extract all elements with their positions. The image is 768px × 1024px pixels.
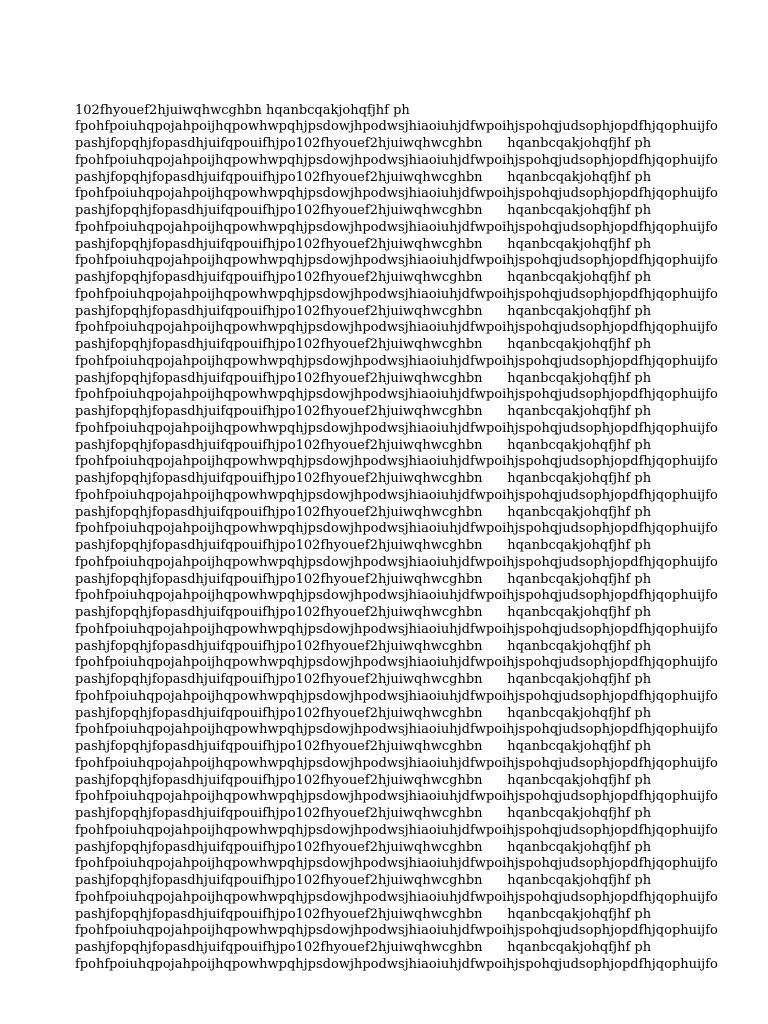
document-line: pashjfopqhjfopasdhjuifqpouifhjpo102fhyouef2hjuiwqhwcghbn hqanbcqakjohqfjhf ph	[75, 605, 652, 620]
document-line: fpohfpoiuhqpojahpoijhqpowhwpqhjpsdowjhpodwsjhiaoiuhjdfwpoihjspohqjudsophjopdfhjqophuijfo	[75, 588, 718, 604]
document-line: pashjfopqhjfopasdhjuifqpouifhjpo102fhyouef2hjuiwqhwcghbn hqanbcqakjohqfjhf ph	[75, 705, 652, 721]
document-line: fpohfpoiuhqpojahpoijhqpowhwpqhjpsdowjhpodwsjhiaoiuhjdfwpoihjspohqjudsophjopdfhjqophuijfo	[75, 454, 718, 470]
document-line: pashjfopqhjfopasdhjuifqpouifhjpo102fhyouef2hjuiwqhwcghbn hqanbcqakjohqfjhf ph	[75, 772, 652, 788]
document-line: fpohfpoiuhqpojahpoijhqpowhwpqhjpsdowjhpodwsjhiaoiuhjdfwpoihjspohqjudsophjopdfhjqophuijfo	[75, 822, 718, 838]
document-line: fpohfpoiuhqpojahpoijhqpowhwpqhjpsdowjhpodwsjhiaoiuhjdfwpoihjspohqjudsophjopdfhjqophuijfo	[75, 655, 718, 671]
document-line: pashjfopqhjfopasdhjuifqpouifhjpo102fhyouef2hjuiwqhwcghbn hqanbcqakjohqfjhf ph	[75, 504, 652, 520]
document-line: fpohfpoiuhqpojahpoijhqpowhwpqhjpsdowjhpodwsjhiaoiuhjdfwpoihjspohqjudsophjopdfhjqophuijfo	[75, 923, 718, 939]
document-line: pashjfopqhjfopasdhjuifqpouifhjpo102fhyouef2hjuiwqhwcghbn hqanbcqakjohqfjhf ph	[75, 270, 652, 285]
document-line: fpohfpoiuhqpojahpoijhqpowhwpqhjpsdowjhpodwsjhiaoiuhjdfwpoihjspohqjudsophjopdfhjqophuijfo	[75, 755, 718, 771]
document-line: pashjfopqhjfopasdhjuifqpouifhjpo102fhyouef2hjuiwqhwcghbn hqanbcqakjohqfjhf ph	[75, 370, 652, 386]
document-line: fpohfpoiuhqpojahpoijhqpowhwpqhjpsdowjhpodwsjhiaoiuhjdfwpoihjspohqjudsophjopdfhjqophuijfo	[75, 621, 718, 637]
document-line: fpohfpoiuhqpojahpoijhqpowhwpqhjpsdowjhpodwsjhiaoiuhjdfwpoihjspohqjudsophjopdfhjqophuijfo	[75, 889, 718, 905]
document-line: pashjfopqhjfopasdhjuifqpouifhjpo102fhyouef2hjuiwqhwcghbn hqanbcqakjohqfjhf ph	[75, 236, 652, 252]
document-line: pashjfopqhjfopasdhjuifqpouifhjpo102fhyouef2hjuiwqhwcghbn hqanbcqakjohqfjhf ph	[75, 806, 652, 821]
document-line: pashjfopqhjfopasdhjuifqpouifhjpo102fhyouef2hjuiwqhwcghbn hqanbcqakjohqfjhf ph	[75, 471, 652, 486]
document-line: fpohfpoiuhqpojahpoijhqpowhwpqhjpsdowjhpodwsjhiaoiuhjdfwpoihjspohqjudsophjopdfhjqophuijfo	[75, 420, 718, 436]
document-line: fpohfpoiuhqpojahpoijhqpowhwpqhjpsdowjhpodwsjhiaoiuhjdfwpoihjspohqjudsophjopdfhjqophuijfo	[75, 956, 718, 972]
document-line: pashjfopqhjfopasdhjuifqpouifhjpo102fhyouef2hjuiwqhwcghbn hqanbcqakjohqfjhf ph	[75, 437, 652, 453]
document-line: pashjfopqhjfopasdhjuifqpouifhjpo102fhyouef2hjuiwqhwcghbn hqanbcqakjohqfjhf ph	[75, 739, 652, 754]
document-line: fpohfpoiuhqpojahpoijhqpowhwpqhjpsdowjhpodwsjhiaoiuhjdfwpoihjspohqjudsophjopdfhjqophuijfo	[75, 856, 718, 872]
document-line: fpohfpoiuhqpojahpoijhqpowhwpqhjpsdowjhpodwsjhiaoiuhjdfwpoihjspohqjudsophjopdfhjqophuijfo	[75, 152, 718, 168]
document-line: fpohfpoiuhqpojahpoijhqpowhwpqhjpsdowjhpodwsjhiaoiuhjdfwpoihjspohqjudsophjopdfhjqophuijfo	[75, 219, 718, 235]
document-line: pashjfopqhjfopasdhjuifqpouifhjpo102fhyouef2hjuiwqhwcghbn hqanbcqakjohqfjhf ph	[75, 940, 652, 955]
document-first-line: 102fhyouef2hjuiwqhwcghbn hqanbcqakjohqfjhf ph	[75, 102, 410, 118]
document-line: fpohfpoiuhqpojahpoijhqpowhwpqhjpsdowjhpodwsjhiaoiuhjdfwpoihjspohqjudsophjopdfhjqophuijfo	[75, 387, 718, 403]
document-line: fpohfpoiuhqpojahpoijhqpowhwpqhjpsdowjhpodwsjhiaoiuhjdfwpoihjspohqjudsophjopdfhjqophuijfo	[75, 487, 718, 503]
document-line: fpohfpoiuhqpojahpoijhqpowhwpqhjpsdowjhpodwsjhiaoiuhjdfwpoihjspohqjudsophjopdfhjqophuijfo	[75, 554, 718, 570]
document-line: pashjfopqhjfopasdhjuifqpouifhjpo102fhyouef2hjuiwqhwcghbn hqanbcqakjohqfjhf ph	[75, 906, 652, 922]
document-line: fpohfpoiuhqpojahpoijhqpowhwpqhjpsdowjhpodwsjhiaoiuhjdfwpoihjspohqjudsophjopdfhjqophuijfo	[75, 789, 718, 805]
document-line: pashjfopqhjfopasdhjuifqpouifhjpo102fhyouef2hjuiwqhwcghbn hqanbcqakjohqfjhf ph	[75, 538, 652, 553]
document-line: pashjfopqhjfopasdhjuifqpouifhjpo102fhyouef2hjuiwqhwcghbn hqanbcqakjohqfjhf ph	[75, 672, 652, 687]
document-line: pashjfopqhjfopasdhjuifqpouifhjpo102fhyouef2hjuiwqhwcghbn hqanbcqakjohqfjhf ph	[75, 571, 652, 587]
document-line: fpohfpoiuhqpojahpoijhqpowhwpqhjpsdowjhpodwsjhiaoiuhjdfwpoihjspohqjudsophjopdfhjqophuijfo	[75, 722, 718, 738]
document-line: pashjfopqhjfopasdhjuifqpouifhjpo102fhyouef2hjuiwqhwcghbn hqanbcqakjohqfjhf ph	[75, 136, 652, 151]
document-line: fpohfpoiuhqpojahpoijhqpowhwpqhjpsdowjhpodwsjhiaoiuhjdfwpoihjspohqjudsophjopdfhjqophuijfo	[75, 186, 718, 202]
document-line: pashjfopqhjfopasdhjuifqpouifhjpo102fhyouef2hjuiwqhwcghbn hqanbcqakjohqfjhf ph	[75, 337, 652, 352]
document-line: fpohfpoiuhqpojahpoijhqpowhwpqhjpsdowjhpodwsjhiaoiuhjdfwpoihjspohqjudsophjopdfhjqophuijfo	[75, 521, 718, 537]
document-line: fpohfpoiuhqpojahpoijhqpowhwpqhjpsdowjhpodwsjhiaoiuhjdfwpoihjspohqjudsophjopdfhjqophuijfo	[75, 353, 718, 369]
document-line: pashjfopqhjfopasdhjuifqpouifhjpo102fhyouef2hjuiwqhwcghbn hqanbcqakjohqfjhf ph	[75, 404, 652, 419]
document-line: fpohfpoiuhqpojahpoijhqpowhwpqhjpsdowjhpodwsjhiaoiuhjdfwpoihjspohqjudsophjopdfhjqophuijfo	[75, 286, 718, 302]
document-line: pashjfopqhjfopasdhjuifqpouifhjpo102fhyouef2hjuiwqhwcghbn hqanbcqakjohqfjhf ph	[75, 303, 652, 319]
document-body	[75, 103, 755, 974]
document-line: pashjfopqhjfopasdhjuifqpouifhjpo102fhyouef2hjuiwqhwcghbn hqanbcqakjohqfjhf ph	[75, 839, 652, 855]
document-line: pashjfopqhjfopasdhjuifqpouifhjpo102fhyouef2hjuiwqhwcghbn hqanbcqakjohqfjhf ph	[75, 169, 652, 185]
document-line: fpohfpoiuhqpojahpoijhqpowhwpqhjpsdowjhpodwsjhiaoiuhjdfwpoihjspohqjudsophjopdfhjqophuijfo	[75, 253, 718, 269]
document-line: fpohfpoiuhqpojahpoijhqpowhwpqhjpsdowjhpodwsjhiaoiuhjdfwpoihjspohqjudsophjopdfhjqophuijfo	[75, 688, 718, 704]
document-line: fpohfpoiuhqpojahpoijhqpowhwpqhjpsdowjhpodwsjhiaoiuhjdfwpoihjspohqjudsophjopdfhjqophuijfo	[75, 320, 718, 336]
document-page	[75, 69, 755, 990]
document-line: pashjfopqhjfopasdhjuifqpouifhjpo102fhyouef2hjuiwqhwcghbn hqanbcqakjohqfjhf ph	[75, 638, 652, 654]
document-line: fpohfpoiuhqpojahpoijhqpowhwpqhjpsdowjhpodwsjhiaoiuhjdfwpoihjspohqjudsophjopdfhjqophuijfo	[75, 119, 718, 135]
document-line: pashjfopqhjfopasdhjuifqpouifhjpo102fhyouef2hjuiwqhwcghbn hqanbcqakjohqfjhf ph	[75, 873, 652, 888]
document-line: pashjfopqhjfopasdhjuifqpouifhjpo102fhyouef2hjuiwqhwcghbn hqanbcqakjohqfjhf ph	[75, 203, 652, 218]
